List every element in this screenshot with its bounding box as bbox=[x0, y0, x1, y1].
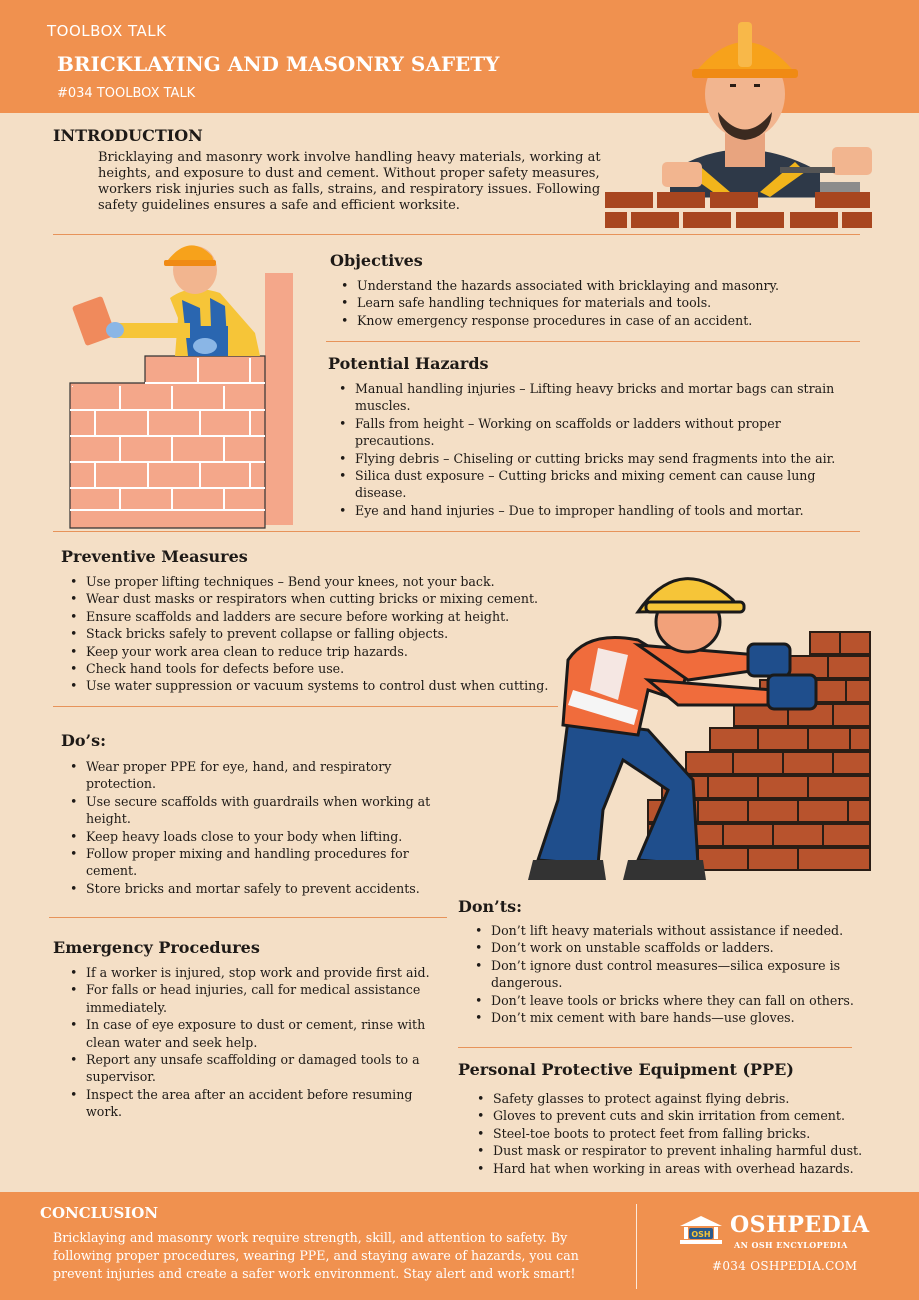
bricklayer-wall-illustration bbox=[60, 238, 300, 530]
list-item: • Safety glasses to protect against flying debris. bbox=[471, 1090, 871, 1107]
list-item: • In case of eye exposure to dust or cement, rinse with clean water and seek help. bbox=[64, 1016, 444, 1051]
conclusion-text: Bricklaying and masonry work require strength, skill, and attention to safety. By following proper procedures, wearing PPE, and staying aware of hazards, you can prevent injuries and create a safer work environment. Stay alert and work smart! bbox=[53, 1230, 579, 1281]
list-item: • Falls from height – Working on scaffolds or ladders without proper precautions. bbox=[333, 415, 858, 450]
list-item: • Don’t lift heavy materials without assistance if needed. bbox=[469, 922, 864, 939]
list-item: • Keep heavy loads close to your body when lifting. bbox=[64, 828, 444, 845]
hazards-title: Potential Hazards bbox=[328, 354, 489, 373]
footer-banner bbox=[0, 1192, 919, 1300]
divider bbox=[49, 917, 447, 918]
brand-tagline: AN OSH ENCYLOPEDIA bbox=[734, 1240, 848, 1250]
list-item: • Understand the hazards associated with bricklaying and masonry. bbox=[335, 277, 855, 294]
oshpedia-logo-icon bbox=[676, 1214, 726, 1248]
list-item: • Stack bricks safely to prevent collapse or falling objects. bbox=[64, 625, 564, 642]
list-item: • Keep your work area clean to reduce trip hazards. bbox=[64, 643, 564, 660]
emergency-title: Emergency Procedures bbox=[53, 938, 260, 957]
list-item: • Store bricks and mortar safely to prevent accidents. bbox=[64, 880, 444, 897]
list-item: • Wear dust masks or respirators when cutting bricks or mixing cement. bbox=[64, 590, 564, 607]
dos-title: Do’s: bbox=[61, 731, 107, 750]
list-item: • Dust mask or respirator to prevent inhaling harmful dust. bbox=[471, 1142, 871, 1159]
list-item: • Use proper lifting techniques – Bend your knees, not your back. bbox=[64, 573, 564, 590]
list-item: • For falls or head injuries, call for medical assistance immediately. bbox=[64, 981, 444, 1016]
list-item: • Silica dust exposure – Cutting bricks and mixing cement can cause lung disease. bbox=[333, 467, 858, 502]
introduction-title: INTRODUCTION bbox=[53, 126, 203, 145]
list-item: • Don’t mix cement with bare hands—use gloves. bbox=[469, 1009, 864, 1026]
list-item: • If a worker is injured, stop work and provide first aid. bbox=[64, 964, 444, 981]
ppe-list bbox=[471, 1090, 871, 1177]
list-item: • Manual handling injuries – Lifting heavy bricks and mortar bags can strain muscles. bbox=[333, 380, 858, 415]
preventive-title: Preventive Measures bbox=[61, 547, 248, 566]
list-item: • Learn safe handling techniques for materials and tools. bbox=[335, 294, 855, 311]
list-item: • Hard hat when working in areas with overhead hazards. bbox=[471, 1160, 871, 1177]
objectives-title: Objectives bbox=[330, 251, 423, 270]
hazards-list bbox=[333, 380, 858, 519]
list-item: • Wear proper PPE for eye, hand, and respiratory protection. bbox=[64, 758, 444, 793]
logo-text: OSH bbox=[691, 1230, 711, 1239]
list-item: • Use secure scaffolds with guardrails when working at height. bbox=[64, 793, 444, 828]
list-item: • Follow proper mixing and handling procedures for cement. bbox=[64, 845, 444, 880]
introduction-text: Bricklaying and masonry work involve handling heavy materials, working at heights, and exposure to dust and cement. Without proper safety measures, workers risk injuries such as falls, strains, and respiratory issues. Following safety guidelines ensures a safe and efficient worksite. bbox=[98, 150, 601, 213]
divider bbox=[53, 531, 860, 532]
worker-brick-wall-illustration bbox=[528, 560, 880, 885]
page-title: BRICKLAYING AND MASONRY SAFETY bbox=[57, 52, 500, 76]
divider bbox=[53, 234, 860, 235]
header-subtitle: #034 TOOLBOX TALK bbox=[57, 86, 196, 101]
list-item: • Don’t ignore dust control measures—silica exposure is dangerous. bbox=[469, 957, 864, 992]
list-item: • Eye and hand injuries – Due to improper handling of tools and mortar. bbox=[333, 502, 858, 519]
list-item: • Gloves to prevent cuts and skin irritation from cement. bbox=[471, 1107, 871, 1124]
list-item: • Ensure scaffolds and ladders are secure before working at height. bbox=[64, 608, 564, 625]
list-item: • Inspect the area after an accident before resuming work. bbox=[64, 1086, 444, 1121]
donts-title: Don’ts: bbox=[458, 897, 523, 916]
footer-divider bbox=[636, 1204, 637, 1289]
divider bbox=[53, 706, 558, 707]
list-item: • Check hand tools for defects before use. bbox=[64, 660, 564, 677]
divider bbox=[326, 341, 860, 342]
emergency-list bbox=[64, 964, 444, 1121]
ppe-title: Personal Protective Equipment (PPE) bbox=[458, 1060, 794, 1079]
list-item: • Know emergency response procedures in case of an accident. bbox=[335, 312, 855, 329]
donts-list bbox=[469, 922, 864, 1026]
list-item: • Flying debris – Chiseling or cutting bricks may send fragments into the air. bbox=[333, 450, 858, 467]
objectives-list bbox=[335, 277, 855, 329]
brand-website: #034 OSHPEDIA.COM bbox=[712, 1259, 858, 1273]
dos-list bbox=[64, 758, 444, 897]
list-item: • Use water suppression or vacuum systems to control dust when cutting. bbox=[64, 677, 564, 694]
bricklayer-illustration-top bbox=[600, 12, 880, 230]
list-item: • Steel-toe boots to protect feet from falling bricks. bbox=[471, 1125, 871, 1142]
preventive-list bbox=[64, 573, 564, 695]
list-item: • Don’t work on unstable scaffolds or ladders. bbox=[469, 939, 864, 956]
conclusion-title: CONCLUSION bbox=[40, 1204, 159, 1222]
list-item: • Don’t leave tools or bricks where they can fall on others. bbox=[469, 992, 864, 1009]
header-kicker: TOOLBOX TALK bbox=[47, 22, 167, 40]
brand-name: OSHPEDIA bbox=[730, 1212, 870, 1238]
list-item: • Report any unsafe scaffolding or damaged tools to a supervisor. bbox=[64, 1051, 444, 1086]
divider bbox=[458, 1047, 852, 1048]
